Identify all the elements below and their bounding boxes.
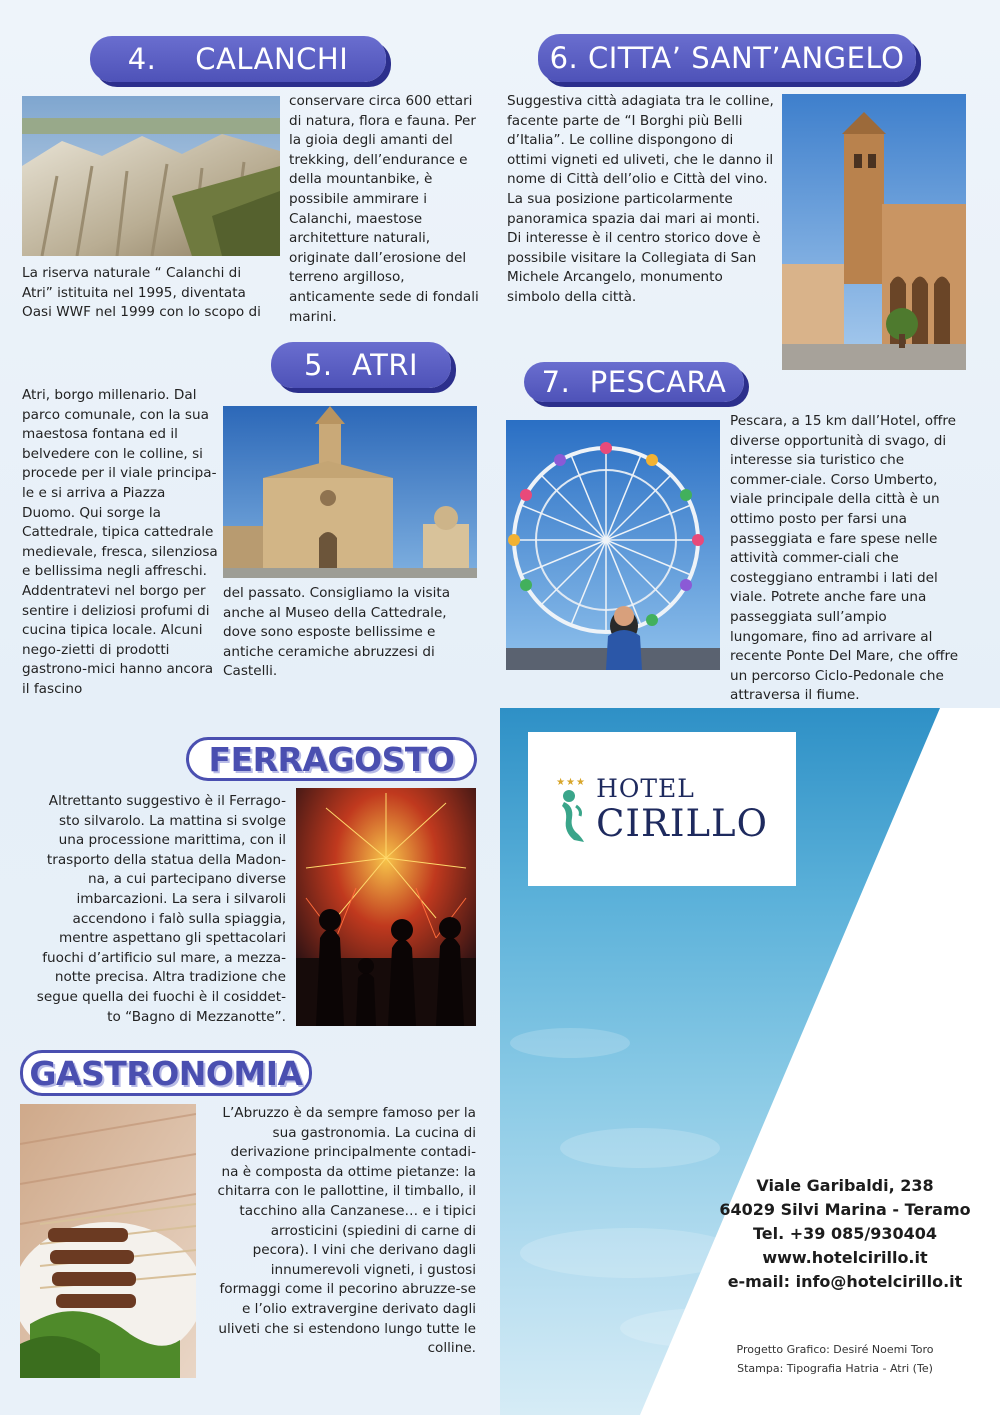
pescara-heading-text: 7. PESCARA [541, 365, 727, 399]
calanchi-text-left: La riserva naturale “ Calanchi di Atri” istituita nel 1995, diventata Oasi WWF nel 1999 con lo scopo di [22, 265, 261, 321]
atri-heading-text: 5. ATRI [303, 348, 419, 382]
hotel-email-link[interactable]: e-mail: info@hotelcirillo.it [727, 1272, 963, 1291]
hotel-address-line2: 64029 Silvi Marina - Teramo [719, 1200, 971, 1219]
atri-text-right: del passato. Consigliamo la visita anche al Museo della Cattedrale, dove sono esposte bellissime e antiche ceramiche abruzzesi di Castelli. [223, 585, 451, 680]
atri-text-left: Atri, borgo millenario. Dal parco comunale, con la sua maestosa fontana ed il belvedere con le colline, si procede per il viale principa-le e si arriva a Piazza Duomo. Qui sorge la Cattedrale, tipica cattedrale medievale, fresca, silenziosa e bellissima negli affreschi. Addentratevi nel borgo per sentire i deliziosi profumi di cucina tipica locale. Alcuni nego-zietti di prodotti gastrono-mici hanno ancora il fascino [22, 387, 218, 697]
pescara-ferris-wheel-photo [506, 420, 720, 670]
ferragosto-fireworks-photo [296, 788, 476, 1026]
hotel-name-bottom: CIRILLO [596, 802, 768, 845]
calanchi-text-right: conservare circa 600 ettari di natura, flora e fauna. Per la gioia degli amanti del trekking, dell’endurance e della mountanbike, è possibile ammirare i Calanchi, maestose architetture naturali, originate dall’erosione del terreno argilloso, anticamente sede di fondali marini. [289, 93, 479, 325]
calanchi-heading [90, 36, 386, 82]
ferragosto-text: Altrettanto suggestivo è il Ferrago-sto silvarolo. La mattina si svolge una processione marittima, con il trasporto della statua della Madon-na, a cui partecipano diverse imbarcazioni. La sera i silvaroli accendono i falò sulla spiaggia, mentre aspettano gli spettacolari fuochi d’artificio sul mare, a mezza-notte precisa. Altra tradizione che segue quella dei fuochi è il cosiddet-to “Bagno di Mezzanotte”. [36, 793, 286, 1025]
mermaid-icon [556, 788, 586, 842]
citta-heading-text: 6. CITTA’ SANT’ANGELO [549, 41, 905, 75]
calanchi-heading-text: 4. CALANCHI [127, 42, 349, 76]
credit-print: Stampa: Tipografia Hatria - Atri (Te) [737, 1362, 933, 1375]
hotel-logo [528, 732, 796, 886]
hotel-name-top: HOTEL [596, 774, 695, 803]
gastronomia-heading [20, 1050, 312, 1096]
pescara-heading [524, 362, 744, 402]
gastronomia-arrosticini-photo [20, 1104, 196, 1378]
ferragosto-heading [186, 737, 477, 781]
atri-heading [271, 342, 451, 388]
citta-church-photo [782, 94, 966, 370]
gastronomia-text: L’Abruzzo è da sempre famoso per la sua gastronomia. La cucina di derivazione principalmente contadi-na è composta da ottime pietanze: la chitarra con le pallottine, il timballo, il tacchino alla Canzanese… e i tipici arrosticini (spiedini di carne di pecora). I vini che derivano dagli innumerevoli vigneti, i gustosi formaggi come il pecorino abruzze-se e l’olio extravergine derivato dagli uliveti che si estendono lungo tutte le colline. [217, 1105, 476, 1357]
credit-design: Progetto Grafico: Desiré Noemi Toro [736, 1343, 934, 1356]
ferragosto-heading-text: FERRAGOSTO [208, 739, 455, 779]
hotel-website-link[interactable]: www.hotelcirillo.it [762, 1248, 928, 1267]
pescara-text: Pescara, a 15 km dall’Hotel, offre diverse opportunità di svago, di interesse sia turistico che commer-ciale. Corso Umberto, viale principale della città è un ottimo posto per farsi una passeggiata e fare spese nelle attività commer-ciali che costeggiano entrambi i lati del viale. Potrete anche fare una passeggiata sull’ampio lungomare, fino ad arrivare al recente Ponte Del Mare, che offre un percorso Ciclo-Pedonale che attraversa il fiume. [730, 413, 959, 704]
calanchi-photo [22, 96, 280, 256]
hotel-stars: ★★★ [556, 776, 586, 788]
citta-text: Suggestiva città adagiata tra le colline, facente parte de “I Borghi più Belli d’Italia”. Le colline dispongono di ottimi vigneti ed uliveti, che le danno il nome di Città dell’olio e Città del vino. La sua posizione particolarmente panoramica spazia dai mari ai monti. Di interesse è il centro storico dove è possibile visitare la Collegiata di San Michele Arcangelo, monumento simbolo della città. [507, 93, 774, 305]
atri-cathedral-photo [223, 406, 477, 578]
gastronomia-heading-text: GASTRONOMIA [29, 1053, 303, 1093]
hotel-phone: Tel. +39 085/930404 [752, 1224, 938, 1243]
citta-heading [538, 34, 916, 82]
hotel-address-line1: Viale Garibaldi, 238 [756, 1176, 934, 1195]
